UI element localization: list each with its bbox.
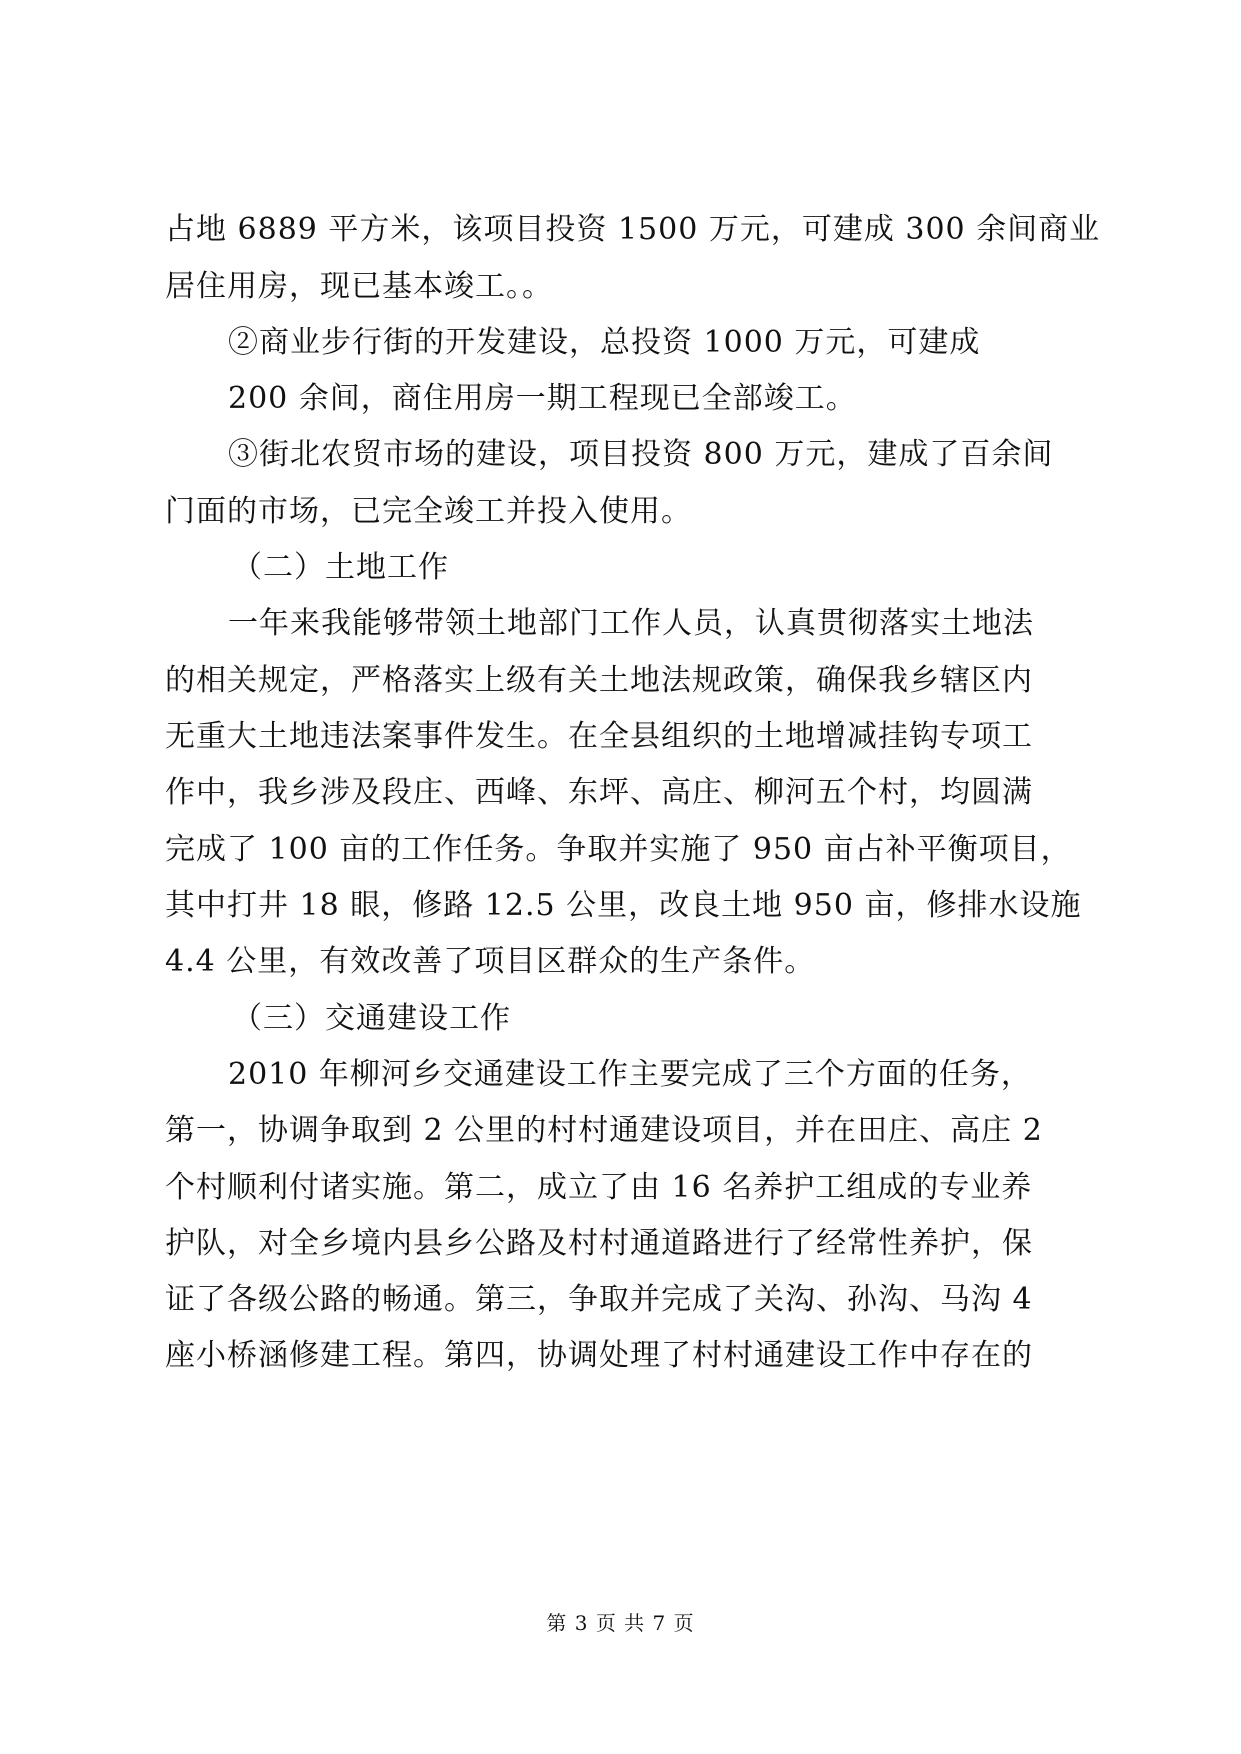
body-line-9: 的相关规定，严格落实上级有关土地法规政策，确保我乡辖区内: [165, 663, 1033, 698]
body-line-11: 作中，我乡涉及段庄、西峰、东坪、高庄、柳河五个村，均圆满: [165, 775, 1033, 810]
body-line-8: 一年来我能够带领土地部门工作人员，认真贯彻落实土地法: [228, 606, 1034, 641]
body-line-17: 第一，协调争取到 2 公里的村村通建设项目，并在田庄、高庄 2: [165, 1113, 1043, 1148]
body-line-12: 完成了 100 亩的工作任务。争取并实施了 950 亩占补平衡项目，: [165, 832, 1072, 867]
body-line-4: 200 余间，商住用房一期工程现已全部竣工。: [228, 381, 857, 416]
body-line-6: 门面的市场，已完全竣工并投入使用。: [165, 494, 692, 529]
body-line-19: 护队，对全乡境内县乡公路及村村通道路进行了经常性养护，保: [165, 1226, 1033, 1261]
body-line-3: ②商业步行街的开发建设，总投资 1000 万元，可建成: [228, 325, 981, 360]
body-line-14: 4.4 公里，有效改善了项目区群众的生产条件。: [165, 944, 816, 979]
body-line-18: 个村顺利付诸实施。第二，成立了由 16 名养护工组成的专业养: [165, 1170, 1033, 1205]
section-heading-3: （三）交通建设工作: [232, 1001, 511, 1036]
body-line-10: 无重大土地违法案事件发生。在全县组织的土地增减挂钩专项工: [165, 719, 1033, 754]
body-line-2: 居住用房，现已基本竣工。。: [165, 269, 553, 304]
body-line-5: ③街北农贸市场的建设，项目投资 800 万元，建成了百余间: [228, 437, 1054, 472]
section-heading-2: （二）土地工作: [232, 550, 449, 585]
body-line-13: 其中打井 18 眼，修路 12.5 公里，改良土地 950 亩，修排水设施: [165, 888, 1082, 923]
page-footer: 第 3 页 共 7 页: [546, 1611, 695, 1635]
body-line-16: 2010 年柳河乡交通建设工作主要完成了三个方面的任务，: [228, 1057, 1032, 1092]
body-line-1: 占地 6889 平方米，该项目投资 1500 万元，可建成 300 余间商业: [165, 212, 1101, 247]
body-line-21: 座小桥涵修建工程。第四，协调处理了村村通建设工作中存在的: [165, 1338, 1033, 1373]
body-line-20: 证了各级公路的畅通。第三，争取并完成了关沟、孙沟、马沟 4: [165, 1282, 1033, 1317]
